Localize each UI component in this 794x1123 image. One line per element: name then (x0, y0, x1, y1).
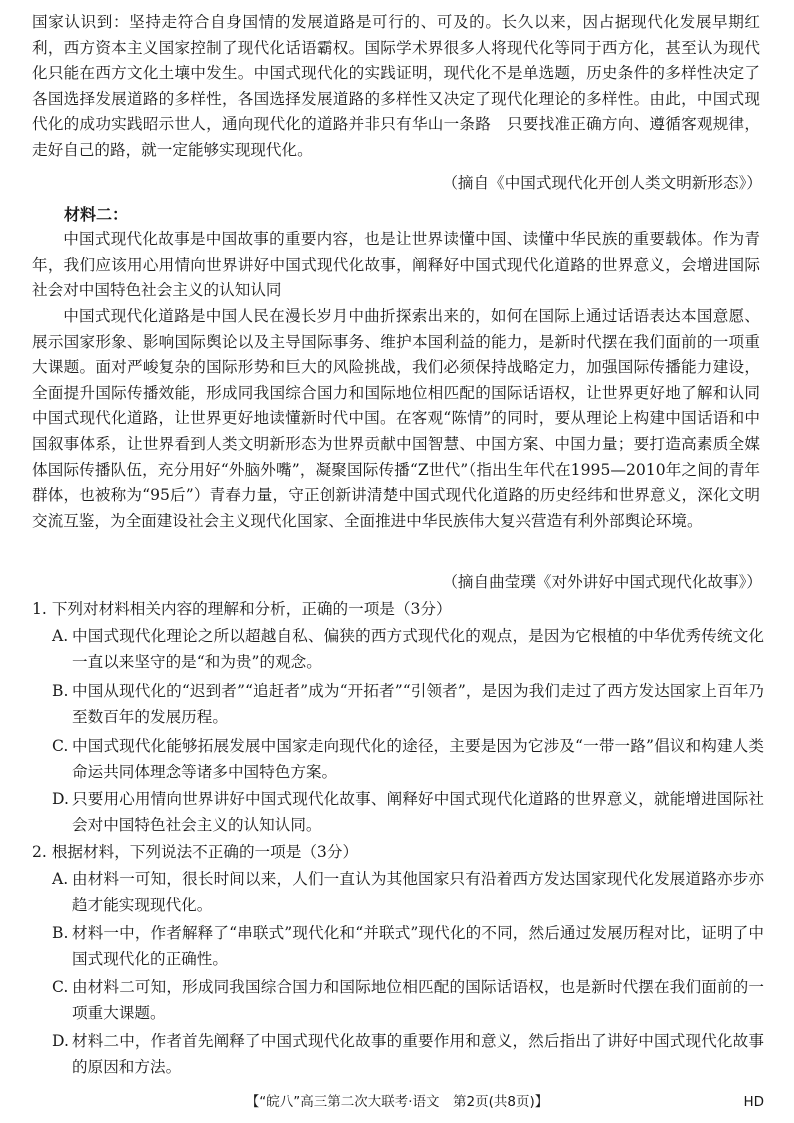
question-1-option-d[interactable] (52, 786, 764, 838)
material-two-heading: 材料二： (64, 205, 129, 224)
question-2-option-d[interactable] (52, 1028, 764, 1080)
option-text: 材料二中，作者首先阐释了中国式现代化故事的重要作用和意义，然后指出了讲好中国式现代化故事的原因和方法。 (72, 1032, 764, 1076)
option-text: 只要用心用情向世界讲好中国式现代化故事、阐释好中国式现代化道路的世界意义，就能增进国际社会对中国特色社会主义的认知认同。 (72, 790, 764, 834)
question-1-option-b[interactable] (52, 678, 764, 730)
option-key: B. (52, 924, 69, 942)
footer-title: 【“皖八”高三第二次大联考·语文 第2页(共8页)】 (245, 1094, 549, 1110)
passage-one-tail: 国家认识到：坚持走符合自身国情的发展道路是可行的、可及的。长久以来，因占据现代化发展早期红利，西方资本主义国家控制了现代化话语霸权。国际学术界很多人将现代化等同于西方化，甚至认为现代化只能在西方文化土壤中发生。中国式现代化的实践证明，现代化不是单选题，历史条件的多样性决定了各国选择发展道路的多样性，各国选择发展道路的多样性又决定了现代化理论的多样性。由此，中国式现代化的成功实践昭示世人，通向现代化的道路并非只有华山一条路 只要找准正确方向、遵循客观规律，走好自己的路，就一定能够实现现代化。 (32, 13, 760, 159)
option-key: C. (52, 978, 69, 996)
question-1-stem: 1. 下列对材料相关内容的理解和分析，正确的一项是（3分） (32, 600, 452, 618)
option-text: 材料一中，作者解释了“串联式”现代化和“并联式”现代化的不同，然后通过发展历程对比，证明了中国式现代化的正确性。 (72, 924, 764, 968)
material-two-paragraph-1: 中国式现代化故事是中国故事的重要内容，也是让世界读懂中国、读懂中华民族的重要载体。作为青年，我们应该用心用情向世界讲好中国式现代化故事，阐释好中国式现代化道路的世界意义，会增进国际社会对中国特色社会主义的认知认同 (32, 230, 760, 300)
option-text: 中国从现代化的“迟到者”“追赶者”成为“开拓者”“引领者”，是因为我们走过了西方发达国家上百年乃至数百年的发展历程。 (72, 682, 764, 726)
option-key: A. (52, 627, 69, 645)
option-text: 由材料二可知，形成同我国综合国力和国际地位相匹配的国际话语权，也是新时代摆在我们面前的一项重大课题。 (72, 978, 764, 1022)
question-1-option-a[interactable] (52, 623, 764, 675)
question-2-option-b[interactable] (52, 920, 764, 972)
footer-code: HD (743, 1094, 764, 1110)
option-key: A. (52, 870, 69, 888)
source-two: （摘自曲莹璞《对外讲好中国式现代化故事》） (442, 573, 762, 591)
option-text: 由材料一可知，很长时间以来，人们一直认为其他国家只有沿着西方发达国家现代化发展道路亦步亦趋才能实现现代化。 (72, 870, 764, 914)
option-key: D. (52, 1032, 69, 1050)
material-two-paragraph-2: 中国式现代化道路是中国人民在漫长岁月中曲折探索出来的，如何在国际上通过话语表达本国意愿、展示国家形象、影响国际舆论以及主导国际事务、维护本国利益的能力，是新时代摆在我们面前的一项重大课题。面对严峻复杂的国际形势和巨大的风险挑战，我们必须保持战略定力，加强国际传播能力建设，全面提升国际传播效能，形成同我国综合国力和国际地位相匹配的国际话语权，让世界更好地了解和认同中国式现代化道路，让世界更好地读懂新时代中国。在客观“陈情”的同时，要从理论上构建中国话语和中国叙事体系，让世界看到人类文明新形态为世界贡献中国智慧、中国方案、中国力量；要打造高素质全媒体国际传播队伍，充分用好“外脑外嘴”，凝聚国际传播“Z世代”（指出生年代在1995—2010年之间的青年群体，也被称为“95后”）青春力量，守正创新讲清楚中国式现代化道路的历史经纬和世界意义，深化文明交流互鉴，为全面建设社会主义现代化国家、全面推进中华民族伟大复兴营造有利外部舆论环境。 (32, 307, 760, 530)
question-1-option-c[interactable] (52, 733, 764, 785)
option-text: 中国式现代化理论之所以超越自私、偏狭的西方式现代化的观点，是因为它根植的中华优秀传统文化一直以来坚守的是“和为贵”的观念。 (72, 627, 764, 671)
page-footer (0, 1090, 794, 1114)
source-one: （摘自《中国式现代化开创人类文明新形态》） (442, 174, 762, 192)
option-key: B. (52, 682, 69, 700)
question-2-stem: 2. 根据材料，下列说法不正确的一项是（3分） (32, 843, 359, 861)
option-text: 中国式现代化能够拓展发展中国家走向现代化的途径，主要是因为它涉及“一带一路”倡议和构建人类命运共同体理念等诸多中国特色方案。 (72, 737, 764, 781)
option-key: C. (52, 737, 69, 755)
question-2-option-c[interactable] (52, 974, 764, 1026)
question-2-option-a[interactable] (52, 866, 764, 918)
option-key: D. (52, 790, 69, 808)
